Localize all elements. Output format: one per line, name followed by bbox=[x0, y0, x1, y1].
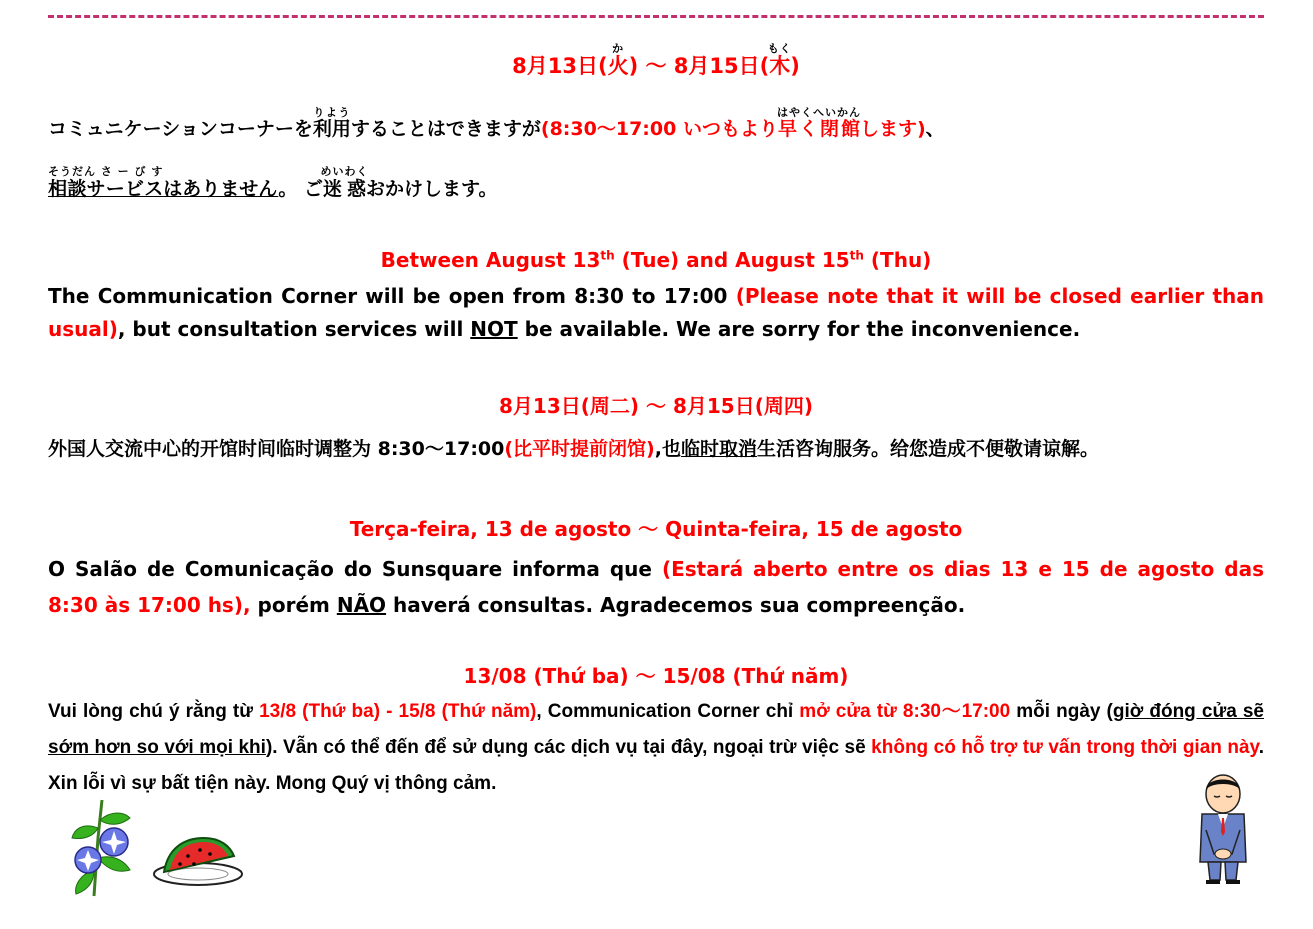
japanese-line-1 bbox=[48, 96, 1264, 162]
jp-text: 、 bbox=[925, 118, 945, 140]
vn-hours: mở cửa từ 8:30〜17:00 bbox=[799, 701, 1011, 722]
jp-day-tue: 火か bbox=[607, 42, 629, 78]
portuguese-body: O Salão de Comunicação do Sunsquare informa que (Estará aberto entre os dias 13 e 15 de agosto das 8:30 às 17:00 hs), porém NÃO haverá consultas. Agradecemos sua compreenção. bbox=[48, 557, 1264, 617]
jp-hours-note: (8:30〜17:00 いつもより早く閉館はやくへいかんします) bbox=[540, 106, 926, 140]
jp-no-consultation: 相談サービスそうだん さ ー び すはありません bbox=[48, 165, 279, 200]
vn-no-consultation: không có hỗ trợ tư vấn trong thời gian này bbox=[871, 737, 1259, 758]
en-early-close-note: (Please note that it will be closed earlier than usual) bbox=[48, 284, 1264, 341]
jp-text: することはできますが bbox=[350, 118, 541, 140]
vn-early-close: giờ đóng cửa sẽ sớm hơn so với mọi khi bbox=[48, 701, 1264, 758]
chinese-title: 8月13日(周二) 〜 8月15日(周四) bbox=[499, 394, 813, 418]
japanese-date-title bbox=[48, 30, 1264, 102]
en-not-emphasis: NOT bbox=[470, 317, 518, 341]
portuguese-title: Terça-feira, 13 de agosto 〜 Quinta-feira, 15 de agosto bbox=[349, 517, 963, 541]
english-title: Between August 13th (Tue) and August 15th (Thu) bbox=[380, 248, 932, 272]
jp-title-part: ) 〜 8月15日( bbox=[628, 54, 770, 78]
jp-meiwaku: 迷惑めいわく bbox=[320, 165, 369, 200]
english-body: The Communication Corner will be open from 8:30 to 17:00 (Please note that it will be closed earlier than usual), but consultation services will NOT be available. We are sorry for the inconvenience. bbox=[48, 284, 1264, 341]
jp-text: おかけします。 bbox=[366, 178, 498, 200]
top-dashed-border bbox=[48, 15, 1264, 18]
jp-title-part: 8月13日( bbox=[512, 54, 608, 78]
morning-glory-icon bbox=[68, 798, 140, 898]
pt-nao-emphasis: NÃO bbox=[336, 593, 387, 617]
cn-cancel-emphasis: 临时取消 bbox=[680, 438, 757, 460]
jp-text: コミュニケーションコーナーを bbox=[48, 118, 313, 140]
jp-riyou: 利用りよう bbox=[312, 106, 351, 140]
cn-early-close-note: (比平时提前闭馆) bbox=[504, 438, 655, 460]
watermelon-icon bbox=[150, 832, 248, 888]
jp-title-part: ) bbox=[790, 54, 800, 78]
jp-text: 。 ご bbox=[278, 178, 323, 200]
vietnamese-body: Vui lòng chú ý rằng từ 13/8 (Thứ ba) - 15/8 (Thứ năm), Communication Corner chỉ mở cửa từ 8:30〜17:00 mỗi ngày (giờ đóng cửa sẽ sớm hơn so với mọi khi). Vẫn có thể đến để sử dụng các dịch vụ tại đây, ngoại trừ việc sẽ không có hỗ trợ tư vấn trong thời gian này. Xin lỗi vì sự bất tiện này. Mong Quý vị thông cảm. bbox=[48, 701, 1264, 794]
bowing-man-icon bbox=[1190, 770, 1256, 886]
pt-hours-note: (Estará aberto entre os dias 13 e 15 de agosto das 8:30 às 17:00 hs), bbox=[48, 557, 1264, 617]
vn-date-range: 13/8 (Thứ ba) - 15/8 (Thứ năm) bbox=[259, 701, 537, 722]
vietnamese-title: 13/08 (Thứ ba) 〜 15/08 (Thứ năm) bbox=[463, 664, 849, 688]
jp-day-thu: 木もく bbox=[767, 42, 792, 78]
japanese-line-2 bbox=[48, 156, 1264, 222]
chinese-body: 外国人交流中心的开馆时间临时调整为 8:30〜17:00(比平时提前闭馆),也临时取消生活咨询服务。给您造成不便敬请谅解。 bbox=[48, 438, 1099, 460]
